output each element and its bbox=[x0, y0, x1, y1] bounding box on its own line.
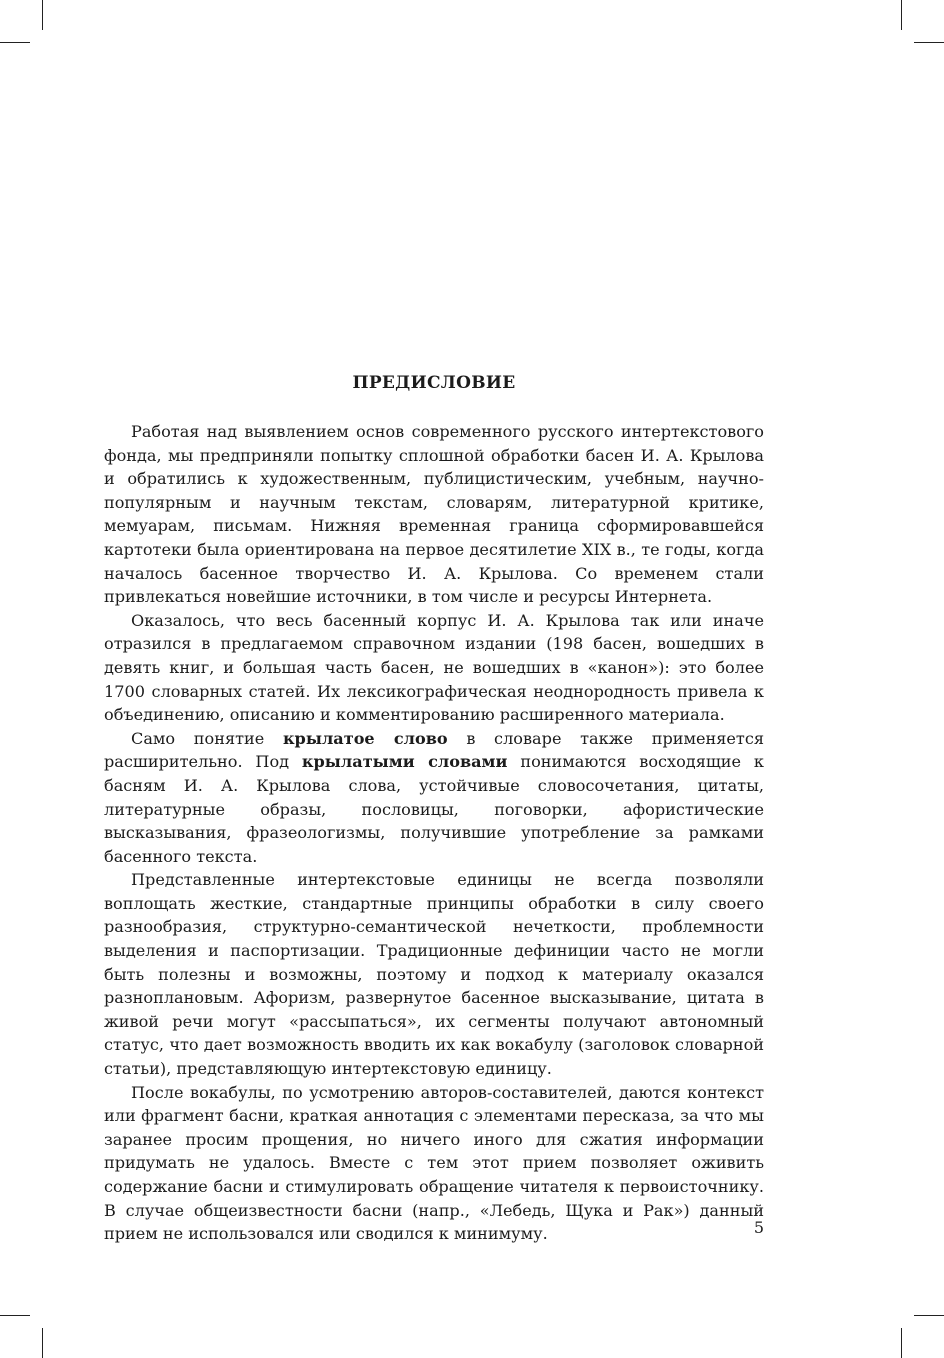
crop-mark bbox=[0, 1315, 30, 1316]
preface-body bbox=[104, 420, 764, 1246]
paragraph-text: понимаются восходящие к басням И. А. Крылова слова, устойчивые словосочетания, цитаты, литературные образы, пословицы, поговорки, афористические высказывания, фразеологизмы, получившие употребление за рамками басенного текста. bbox=[104, 752, 764, 866]
term-bold: крылатое слово bbox=[282, 728, 448, 748]
crop-mark bbox=[901, 1328, 902, 1358]
crop-mark bbox=[42, 1328, 43, 1358]
page-title: ПРЕДИСЛОВИЕ bbox=[352, 373, 516, 393]
paragraph: После вокабулы, по усмотрению авторов-составителей, даются контекст или фрагмент басни, краткая аннотация с элементами пересказа, за что мы заранее просим прощения, но ничего иного для сжатия информации придумать не удалось. Вместе с тем этот прием позволяет оживить содержание басни и стимулировать обращение читателя к первоисточнику. В случае общеизвестности басни (напр., «Лебедь, Щука и Рак») данный прием не использовался или сводился к минимуму. bbox=[104, 1082, 764, 1244]
crop-mark bbox=[914, 42, 944, 43]
paragraph-text: в словаре также применяется расширительно. Под bbox=[104, 728, 764, 772]
crop-mark bbox=[901, 0, 902, 30]
crop-mark bbox=[914, 1315, 944, 1316]
paragraph: Работая над выявлением основ современного русского интертекстового фонда, мы предприняли попытку сплошной обработки басен И. А. Крылова и обратились к художественным, публицистическим, учебным, научно-популярным и научным текстам, словарям, литературной критике, мемуарам, письмам. Нижняя временная граница сформировавшейся картотеки была ориентирована на первое десятилетие XIX в., те годы, когда началось басенное творчество И. А. Крылова. Со временем стали привлекаться новейшие источники, в том числе и ресурсы Интернета. bbox=[104, 422, 764, 607]
paragraph-text: Само понятие bbox=[131, 728, 283, 748]
crop-mark bbox=[42, 0, 43, 30]
paragraph bbox=[104, 727, 764, 869]
page-number: 5 bbox=[753, 1218, 764, 1237]
term-bold: крылатыми словами bbox=[301, 752, 508, 772]
crop-mark bbox=[0, 42, 30, 43]
paragraph: Представленные интертекстовые единицы не всегда позволяли воплощать жесткие, стандартные принципы обработки в силу своего разнообразия, структурно-семантической нечеткости, проблемности выделения и паспортизации. Традиционные дефиниции часто не могли быть полезны и возможны, поэтому и подход к материалу оказался разноплановым. Афоризм, развернутое басенное высказывание, цитата в живой речи могут «рассыпаться», их сегменты получают автономный статус, что дает возможность вводить их как вокабулу (заголовок словарной статьи), представляющую интертекстовую единицу. bbox=[104, 870, 764, 1079]
paragraph: Оказалось, что весь басенный корпус И. А. Крылова так или иначе отразился в предлагаемом справочном издании (198 басен, вошедших в девять книг, и большая часть басен, не вошедших в «канон»): это более 1700 словарных статей. Их лексикографическая неоднородность привела к объединению, описанию и комментированию расширенного материала. bbox=[104, 610, 764, 725]
